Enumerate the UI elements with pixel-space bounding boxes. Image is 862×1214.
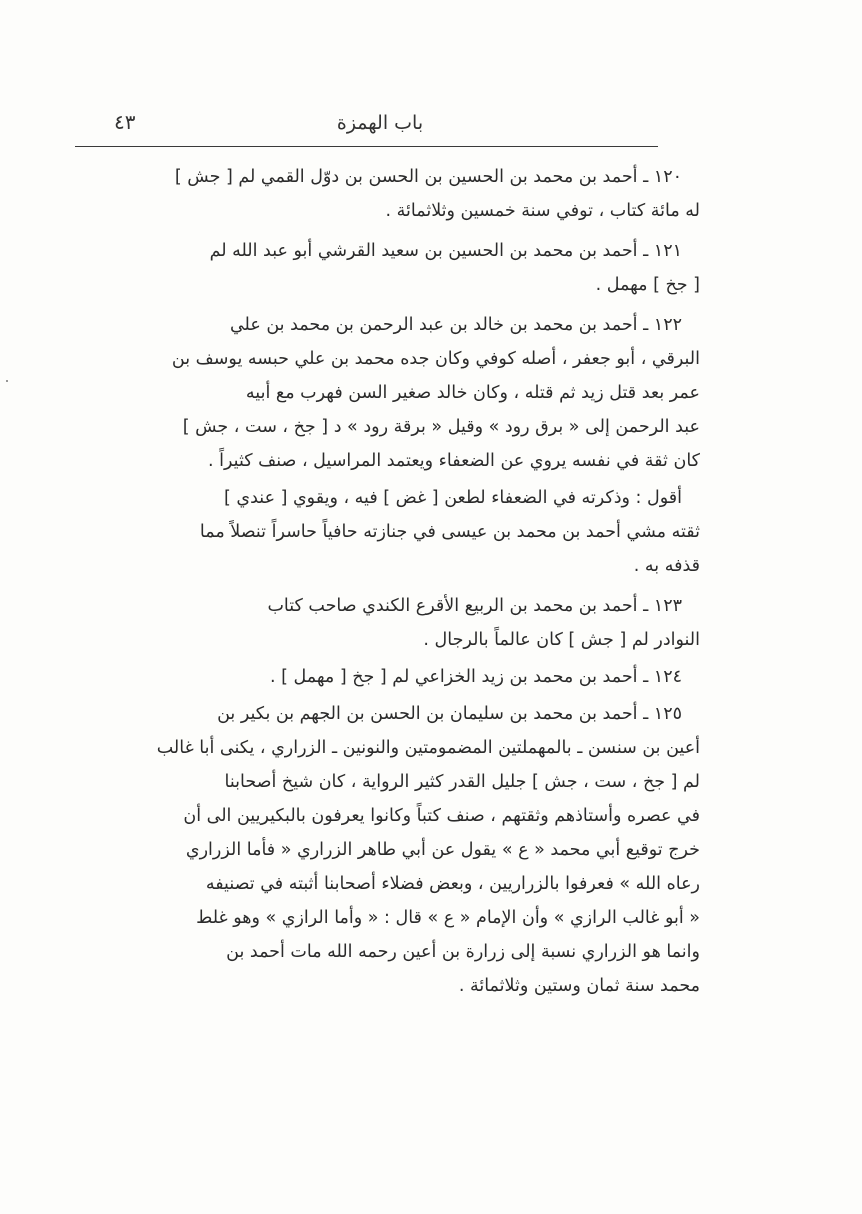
entry-line: محمد سنة ثمان وستين وثلاثمائة . — [458, 976, 700, 996]
page-header — [100, 108, 660, 140]
entry-line: خرج توقيع أبي محمد « ع » يقول عن أبي طاهر الزراري « فأما الزراري — [185, 840, 700, 860]
page-body — [100, 160, 700, 1006]
entry-line: ١٢١ ـ أحمد بن محمد بن الحسين بن سعيد القرشي أبو عبد الله لم — [209, 241, 682, 261]
entry-line: وانما هو الزراري نسبة إلى زرارة بن أعين رحمه الله مات أحمد بن — [226, 942, 700, 962]
entry-125 — [100, 697, 700, 1003]
entry-line: ١٢٠ ـ أحمد بن محمد بن الحسين بن الحسن بن دوّل القمي لم [ جش ] — [174, 167, 682, 187]
note-line: ثقته مشي أحمد بن محمد بن عيسى في جنازته حافياً حاسراً تنصلاً مما — [199, 522, 700, 542]
entry-122 — [100, 308, 700, 478]
entry-line: عمر بعد قتل زيد ثم قتله ، وكان خالد صغير السن فهرب مع أبيه — [245, 383, 700, 403]
margin-speck — [6, 380, 8, 382]
header-rule — [75, 146, 658, 147]
entry-line: ١٢٥ ـ أحمد بن محمد بن سليمان بن الحسن بن الجهم بن بكير بن — [217, 704, 682, 724]
page-number: ٤٣ — [114, 110, 136, 134]
entry-line: لم [ جخ ، ست ، جش ] جليل القدر كثير الرواية ، كان شيخ أصحابنا — [224, 772, 700, 792]
entry-line: [ جخ ] مهمل . — [595, 275, 700, 295]
entry-line: رعاه الله » فعرفوا بالزراريين ، وبعض فضلاء أصحابنا أثبته في تصنيفه — [205, 874, 700, 894]
note-line: قذفه به . — [633, 556, 700, 576]
entry-line: ١٢٢ ـ أحمد بن محمد بن خالد بن عبد الرحمن بن محمد بن علي — [229, 315, 682, 335]
entry-line: عبد الرحمن إلى « برق رود » وقيل « برقة رود » د [ جخ ، ست ، جش ] — [182, 417, 700, 437]
entry-line: أعين بن سنسن ـ بالمهملتين المضمومتين والنونين ـ الزراري ، يكنى أبا غالب — [156, 738, 700, 758]
entry-line: ١٢٤ ـ أحمد بن محمد بن زيد الخزاعي لم [ جخ [ مهمل ] . — [269, 667, 682, 687]
running-title: باب الهمزة — [336, 112, 424, 134]
entry-124 — [100, 660, 700, 694]
note-line: أقول : وذكرته في الضعفاء لطعن [ غض ] فيه ، ويقوي [ عندي ] — [224, 488, 682, 508]
entry-120 — [100, 160, 700, 228]
entry-line: له مائة كتاب ، توفي سنة خمسين وثلاثمائة . — [385, 201, 700, 221]
entry-line: في عصره وأستاذهم وثقتهم ، صنف كتباً وكانوا يعرفون بالبكيريين الى أن — [183, 806, 700, 826]
entry-122-note — [100, 481, 700, 583]
entry-line: « أبو غالب الرازي » وأن الإمام « ع » قال : « وأما الرازي » وهو غلط — [196, 908, 700, 928]
entry-line: البرقي ، أبو جعفر ، أصله كوفي وكان جده محمد بن علي حبسه يوسف بن — [171, 349, 700, 369]
entry-123 — [100, 589, 700, 657]
entry-line: ١٢٣ ـ أحمد بن محمد بن الربيع الأقرع الكندي صاحب كتاب — [267, 596, 682, 616]
entry-121 — [100, 234, 700, 302]
entry-line: كان ثقة في نفسه يروي عن الضعفاء ويعتمد المراسيل ، صنف كثيراً . — [208, 451, 700, 471]
entry-line: النوادر لم [ جش ] كان عالماً بالرجال . — [423, 630, 700, 650]
